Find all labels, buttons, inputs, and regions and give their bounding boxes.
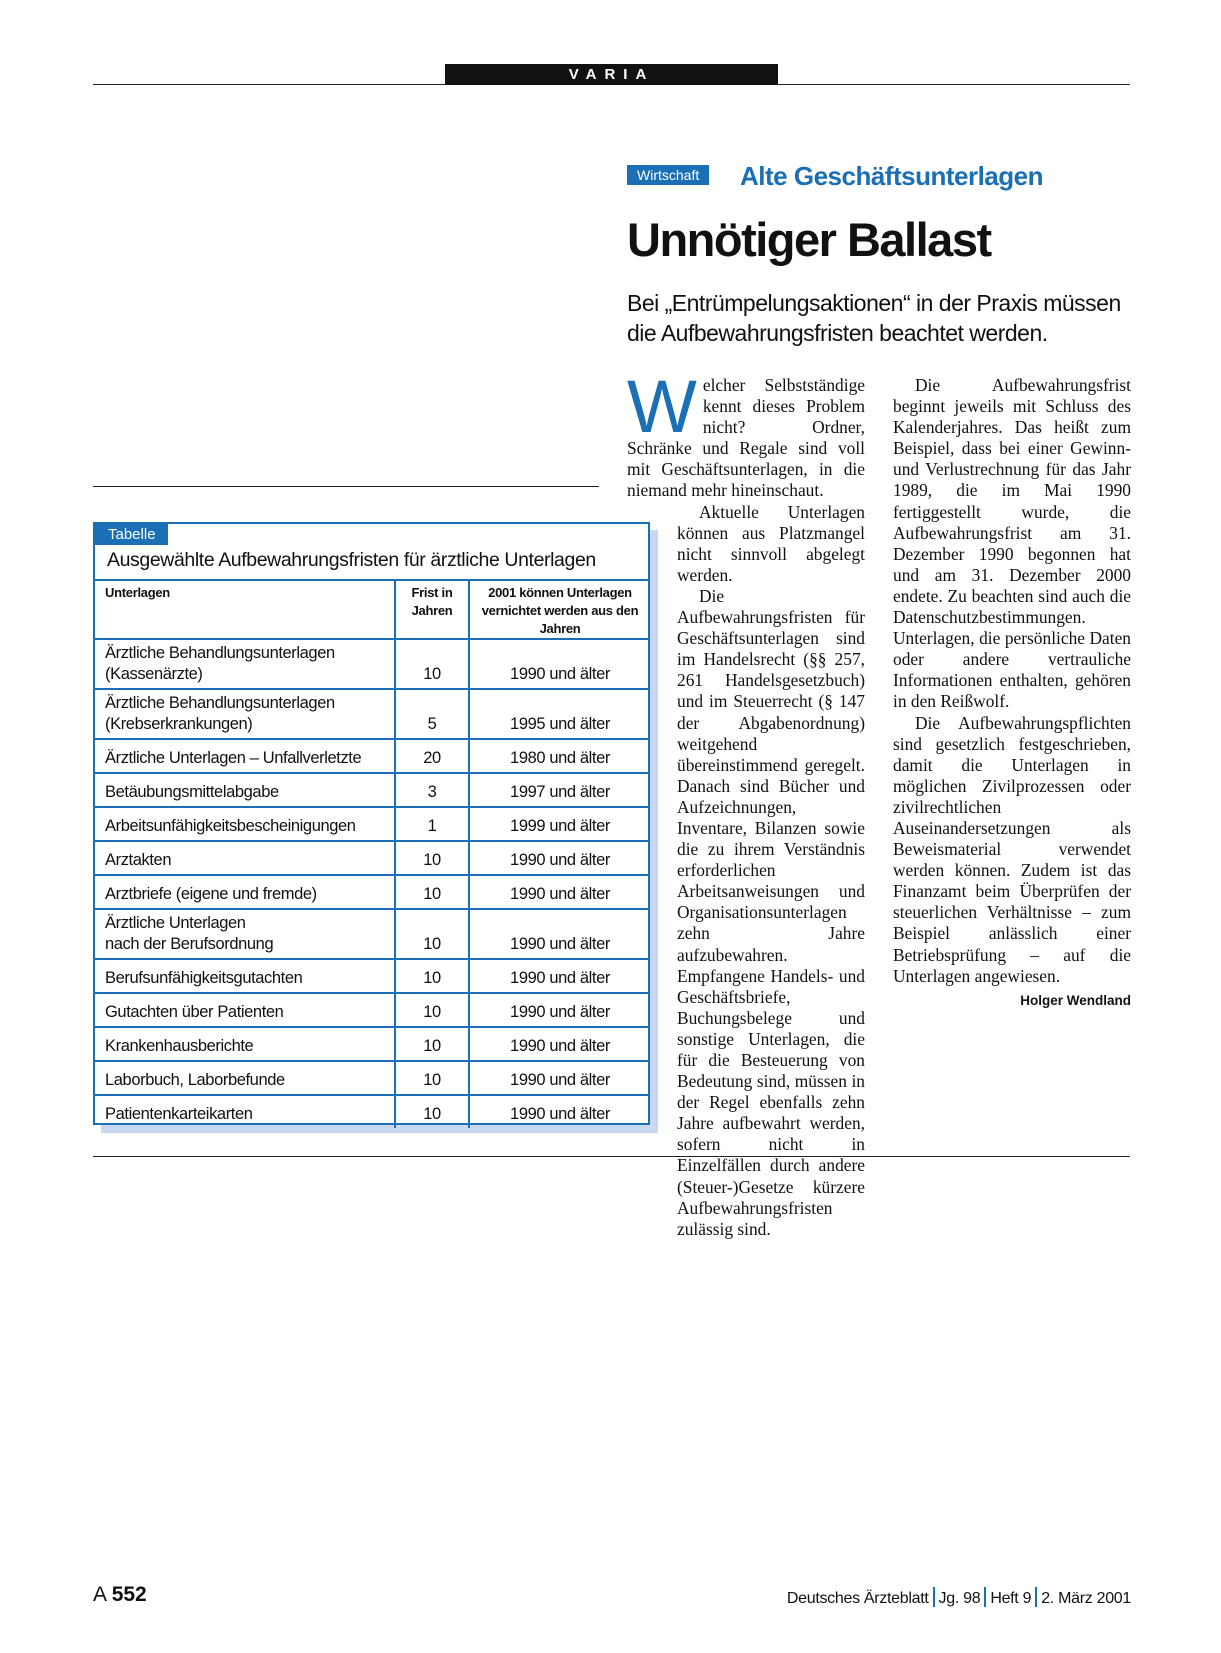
document-line-1: Ärztliche Behandlungsunterlagen: [105, 644, 335, 662]
cell-destroy-from: 1999 und älter: [469, 807, 650, 841]
document-line-1: Arbeitsunfähigkeitsbescheinigungen: [105, 817, 356, 835]
dropcap: W: [627, 365, 697, 448]
table-row: [93, 739, 650, 773]
table-label: Tabelle: [95, 524, 168, 545]
footer-journal-line: [787, 1587, 1131, 1608]
cell-document: [93, 993, 395, 1027]
cell-document: [93, 689, 395, 739]
table-row: [93, 993, 650, 1027]
cell-years: 20: [395, 739, 469, 773]
footer-separator: [933, 1587, 935, 1607]
document-line-1: Arztbriefe (eigene und fremde): [105, 885, 317, 903]
cell-years: 10: [395, 959, 469, 993]
cell-destroy-from: 1990 und älter: [469, 875, 650, 909]
body-column-1: [627, 365, 865, 1240]
cell-document: [93, 875, 395, 909]
cell-document: [93, 909, 395, 959]
cell-document: [93, 1061, 395, 1095]
document-line-1: Gutachten über Patienten: [105, 1003, 284, 1021]
journal-name: Deutsches Ärzteblatt: [786, 1590, 929, 1607]
article-deck: Bei „Entrümpelungsaktionen“ in der Praxis müssen die Aufbewahrungsfristen beachtet werden.: [627, 290, 1121, 346]
rubric-badge: Wirtschaft: [627, 165, 709, 185]
table-row: [93, 841, 650, 875]
table-row: [93, 875, 650, 909]
document-line-1: Berufsunfähigkeitsgutachten: [105, 969, 303, 987]
document-line-1: Krankenhausberichte: [105, 1037, 254, 1055]
document-line-1: Arztakten: [105, 851, 172, 869]
footer-separator: [1035, 1587, 1037, 1607]
document-line-1: Ärztliche Behandlungsunterlagen: [105, 694, 335, 712]
cell-destroy-from: 1990 und älter: [469, 959, 650, 993]
retention-table: [93, 579, 650, 1128]
header-frist: Frist in Jahren: [395, 580, 469, 639]
page-prefix: A: [93, 1583, 106, 1606]
footer-separator: [984, 1587, 986, 1607]
table-row: [93, 773, 650, 807]
cell-document: [93, 841, 395, 875]
cell-years: 3: [395, 773, 469, 807]
body-narrow-block: [677, 502, 865, 1240]
cell-years: 10: [395, 1027, 469, 1061]
table-row: [93, 909, 650, 959]
article-headline: Unnötiger Ballast: [627, 213, 991, 266]
cell-years: 10: [395, 1095, 469, 1128]
table-body: [93, 639, 650, 1128]
cell-destroy-from: 1990 und älter: [469, 639, 650, 689]
article-bottom-rule: [93, 1156, 1130, 1157]
page-number-value: 552: [111, 1583, 147, 1606]
cell-document: [93, 1095, 395, 1128]
table-row: [93, 807, 650, 841]
cell-document: [93, 773, 395, 807]
cell-years: 5: [395, 689, 469, 739]
cell-years: 10: [395, 993, 469, 1027]
cell-destroy-from: 1990 und älter: [469, 1061, 650, 1095]
paragraph-4-text: Die Aufbewahrungspflichten sind gesetzlich festgeschrieben, damit die Unterlagen in möglichen Zivilprozessen oder zivilrechtlichen Auseinandersetzungen als Beweismaterial verwendet werden können. Zudem ist das Finanzamt beim Überprüfen der steuerlichen Verhältnisse – zum Beispiel anlässlich einer Betriebsprüfung – auf die Unterlagen angewiesen.: [893, 712, 1131, 986]
table-row: [93, 689, 650, 739]
header-unterlagen: Unterlagen: [93, 580, 395, 639]
cell-document: [93, 807, 395, 841]
table-row: [93, 1061, 650, 1095]
table-row: [93, 639, 650, 689]
cell-destroy-from: 1980 und älter: [469, 739, 650, 773]
cell-destroy-from: 1990 und älter: [469, 909, 650, 959]
author-byline: Holger Wendland: [1020, 992, 1131, 1008]
paragraph-2: Die Aufbewahrungsfristen für Geschäftsunterlagen sind im Handelsrecht (§§ 257, 261 Handelsgesetzbuch) und im Steuerrecht (§ 147 der Abgabenordnung) weitgehend übereinstimmend geregelt. Danach sind Bücher und Aufzeichnungen, Inventare, Bilanzen sowie die zu ihrem Verständnis erforderlichen Arbeitsanweisungen und Organisationsunterlagen zehn Jahre aufzubewahren. Empfangene Handels- und Geschäftsbriefe, Buchungsbelege und sonstige Unterlagen, die für die Besteuerung von Bedeutung sind, müssen in der Regel ebenfalls zehn Jahre aufbewahrt werden, sofern nicht in Einzelfällen durch andere (Steuer-)Gesetze kürzere Aufbewahrungsfristen zulässig sind.: [677, 585, 865, 1239]
cell-document: [93, 1027, 395, 1061]
document-line-1: Patientenkarteikarten: [105, 1105, 253, 1123]
table-header-row: [93, 580, 650, 639]
cell-destroy-from: 1990 und älter: [469, 1095, 650, 1128]
body-column-2: [893, 375, 1131, 1011]
document-line-2: nach der Berufsordnung: [105, 935, 274, 953]
table-row: [93, 959, 650, 993]
paragraph-1-continued: Aktuelle Unterlagen können aus Platzmangel nicht sinnvoll abgelegt werden.: [677, 501, 865, 585]
document-line-1: Laborbuch, Laborbefunde: [105, 1071, 285, 1089]
cell-destroy-from: 1990 und älter: [469, 1027, 650, 1061]
cell-destroy-from: 1995 und älter: [469, 689, 650, 739]
journal-date: 2. März 2001: [1041, 1590, 1131, 1607]
document-line-1: Ärztliche Unterlagen: [105, 914, 246, 932]
document-line-1: Betäubungsmittelabgabe: [105, 783, 279, 801]
cell-destroy-from: 1990 und älter: [469, 993, 650, 1027]
cell-document: [93, 639, 395, 689]
table-top-rule: [93, 486, 599, 487]
paragraph-intro: [627, 365, 865, 502]
journal-issue: Heft 9: [990, 1590, 1032, 1607]
cell-document: [93, 959, 395, 993]
paragraph-3: Die Aufbewahrungsfrist beginnt jeweils mit Schluss des Kalenderjahres. Das heißt zum Beispiel, dass bei einer Gewinn- und Verlustrechnung für das Jahr 1989, die im Mai 1990 fertiggestellt wurde, die Aufbewahrungsfrist am 31. Dezember 1990 begonnen hat und am 31. Dezember 2000 endete. Zu beachten sind auch die Datenschutzbestimmungen. Unterlagen, die persönliche Daten oder andere vertrauliche Informationen enthalten, gehören in den Reißwolf.: [893, 375, 1131, 712]
table-row: [93, 1095, 650, 1128]
document-line-2: (Kassenärzte): [105, 665, 203, 683]
paragraph-4: [893, 712, 1131, 1008]
journal-volume: Jg. 98: [938, 1590, 981, 1607]
table-title: Ausgewählte Aufbewahrungsfristen für ärztliche Unterlagen: [107, 549, 596, 571]
page-number: [93, 1583, 147, 1607]
header-vernichtung: 2001 können Unterlagen vernichtet werden aus den Jahren: [469, 580, 650, 639]
cell-destroy-from: 1997 und älter: [469, 773, 650, 807]
cell-years: 10: [395, 841, 469, 875]
cell-document: [93, 739, 395, 773]
document-line-1: Ärztliche Unterlagen – Unfallverletzte: [105, 749, 362, 767]
article-kicker: Alte Geschäftsunterlagen: [740, 161, 1043, 191]
table-row: [93, 1027, 650, 1061]
cell-years: 10: [395, 875, 469, 909]
section-label: VARIA: [445, 64, 778, 85]
intro-text: elcher Selbstständige kennt dieses Problem nicht? Ordner, Schränke und Regale sind voll mit Geschäftsunterlagen, in die niemand mehr hineinschaut.: [627, 375, 865, 501]
cell-years: 1: [395, 807, 469, 841]
cell-destroy-from: 1990 und älter: [469, 841, 650, 875]
cell-years: 10: [395, 1061, 469, 1095]
document-line-2: (Krebserkrankungen): [105, 715, 253, 733]
cell-years: 10: [395, 909, 469, 959]
cell-years: 10: [395, 639, 469, 689]
